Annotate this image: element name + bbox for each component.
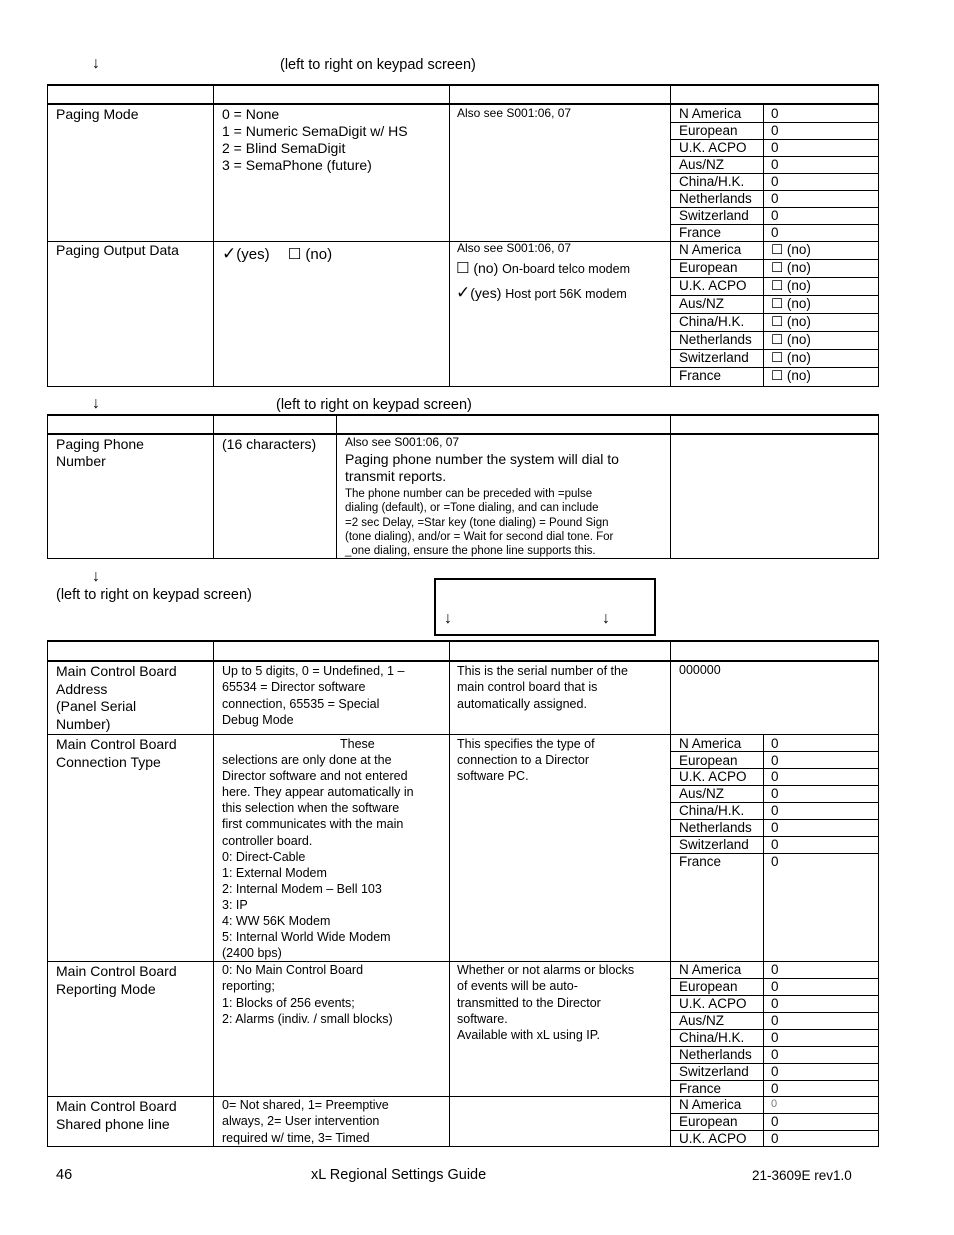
page-number: 46 (56, 1167, 73, 1183)
setting-note: Also see S001:06, 07 (457, 106, 572, 120)
empty-checkbox-icon: ☐ (771, 296, 784, 312)
keypad-hint: (left to right on keypad screen) (56, 587, 252, 603)
setting-name: Main Control Board Address (Panel Serial Number) (56, 663, 177, 732)
modem-option-no: ☐ (no) On-board telco modem (456, 259, 630, 277)
setting-options: 0 = None 1 = Numeric SemaDigit w/ HS 2 = Blind SemaDigit 3 = SemaPhone (future) (222, 106, 408, 173)
document-revision: 21-3609E rev1.0 (752, 1168, 852, 1183)
yes-no-options: ✓(yes) ☐ (no) (222, 244, 333, 264)
setting-name: Paging Phone Number (56, 436, 144, 469)
setting-description: Whether or not alarms or blocks of events will be auto- transmitted to the Director software. Available with xL using IP. (457, 963, 635, 1043)
empty-checkbox-icon: ☐ (456, 259, 470, 277)
empty-checkbox-icon: ☐ (771, 350, 784, 366)
setting-description: Paging phone number the system will dial to transmit reports. (345, 451, 619, 484)
empty-checkbox-icon: ☐ (771, 314, 784, 330)
modem-option-yes: ✓(yes) Host port 56K modem (456, 283, 627, 303)
down-arrow-icon: ↓ (92, 55, 100, 72)
empty-checkbox-icon: ☐ (771, 332, 784, 348)
setting-options: (16 characters) (222, 436, 317, 452)
empty-checkbox-icon: ☐ (771, 260, 784, 276)
checkmark-icon: ✓ (456, 283, 471, 303)
down-arrow-icon: ↓ (602, 610, 610, 627)
setting-name: Main Control Board Connection Type (56, 736, 177, 770)
setting-note: Also see S001:06, 07 (345, 435, 460, 449)
setting-note: Also see S001:06, 07 (457, 241, 572, 255)
checkmark-icon: ✓ (222, 244, 237, 264)
setting-options: These selections are only done at the Director software and not entered here. They appear automatically in this selection when the software first communicates with the main controller board. 0: Direct-Cable 1: External Modem 2: Internal Modem – Bell 103 3: IP 4: WW 56K Modem 5: Internal World Wide Modem (2400 bps) (222, 737, 414, 961)
setting-options: Up to 5 digits, 0 = Undefined, 1 – 65534 = Director software connection, 65535 = Special Debug Mode (222, 664, 405, 727)
down-arrow-icon: ↓ (92, 568, 100, 585)
empty-checkbox-icon: ☐ (771, 368, 784, 384)
setting-description: This is the serial number of the main control board that is automatically assigned. (457, 664, 628, 711)
keypad-hint: (left to right on keypad screen) (280, 57, 476, 73)
setting-name: Main Control Board Shared phone line (56, 1098, 177, 1132)
setting-name: Paging Mode (56, 106, 139, 122)
setting-name: Main Control Board Reporting Mode (56, 963, 177, 997)
setting-options: 0: No Main Control Board reporting; 1: Blocks of 256 events; 2: Alarms (indiv. / small blocks) (222, 963, 393, 1026)
down-arrow-icon: ↓ (92, 395, 100, 412)
empty-checkbox-icon: ☐ (287, 245, 302, 263)
setting-description: This specifies the type of connection to a Director software PC. (457, 737, 595, 784)
keypad-hint: (left to right on keypad screen) (276, 397, 472, 413)
document-title: xL Regional Settings Guide (311, 1167, 487, 1183)
down-arrow-icon: ↓ (444, 610, 452, 627)
empty-checkbox-icon: ☐ (771, 278, 784, 294)
dialing-instructions: The phone number can be preceded with =pulse dialing (default), or =Tone dialing, and can include =2 sec Delay, =Star key (tone dialing) = Pound Sign (tone dialing), and/or = Wait for second dial tone. For _one dialing, ensure the phone line supports this. (345, 488, 614, 558)
empty-checkbox-icon: ☐ (771, 242, 784, 258)
setting-options: 0= Not shared, 1= Preemptive always, 2= User intervention required w/ time, 3= Timed (222, 1098, 389, 1145)
default-value: 000000 (679, 663, 721, 677)
navigation-box (434, 578, 656, 636)
setting-name: Paging Output Data (56, 242, 179, 258)
